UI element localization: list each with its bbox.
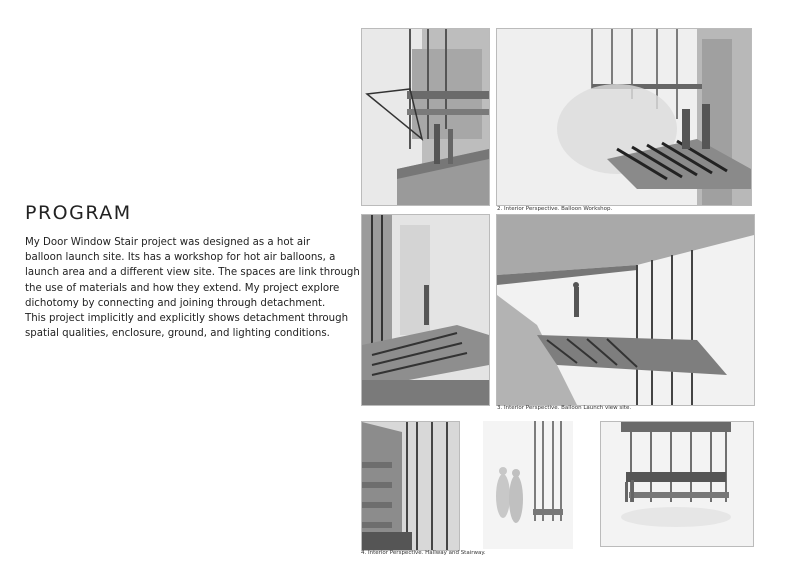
model-photo-7 <box>600 421 754 547</box>
balloon-launch-photo <box>496 214 755 406</box>
description-line: dichotomy by connecting and joining through detachment. <box>25 297 326 309</box>
model-photo-6 <box>483 421 573 549</box>
project-description <box>25 235 360 341</box>
description-line: This project implicitly and explicitly shows detachment through <box>25 313 349 325</box>
model-photo-3 <box>361 214 490 406</box>
model-photo-1 <box>361 28 490 206</box>
hallway-photo <box>361 421 460 551</box>
description-line: the use of materials and how they extend. My project explore <box>25 282 340 294</box>
balloon-workshop-photo <box>496 28 752 206</box>
workshop-caption: 2. Interior Perspective. Balloon Workshop. <box>497 206 613 212</box>
launch-caption: 3. Interior Perspective. Balloon Launch view site. <box>497 405 632 411</box>
description-line: My Door Window Stair project was designed as a hot air <box>25 237 311 248</box>
description-line: launch area and a different view site. The spaces are link through <box>25 267 360 279</box>
hallway-caption: 4. Interior Perspective. Hallway and Stairway. <box>361 550 486 556</box>
description-line: spatial qualities, enclosure, ground, and lighting conditions. <box>25 328 330 340</box>
description-line: balloon launch site. Its has a workshop for hot air balloons, a <box>25 252 336 264</box>
page-title: PROGRAM <box>25 202 132 224</box>
